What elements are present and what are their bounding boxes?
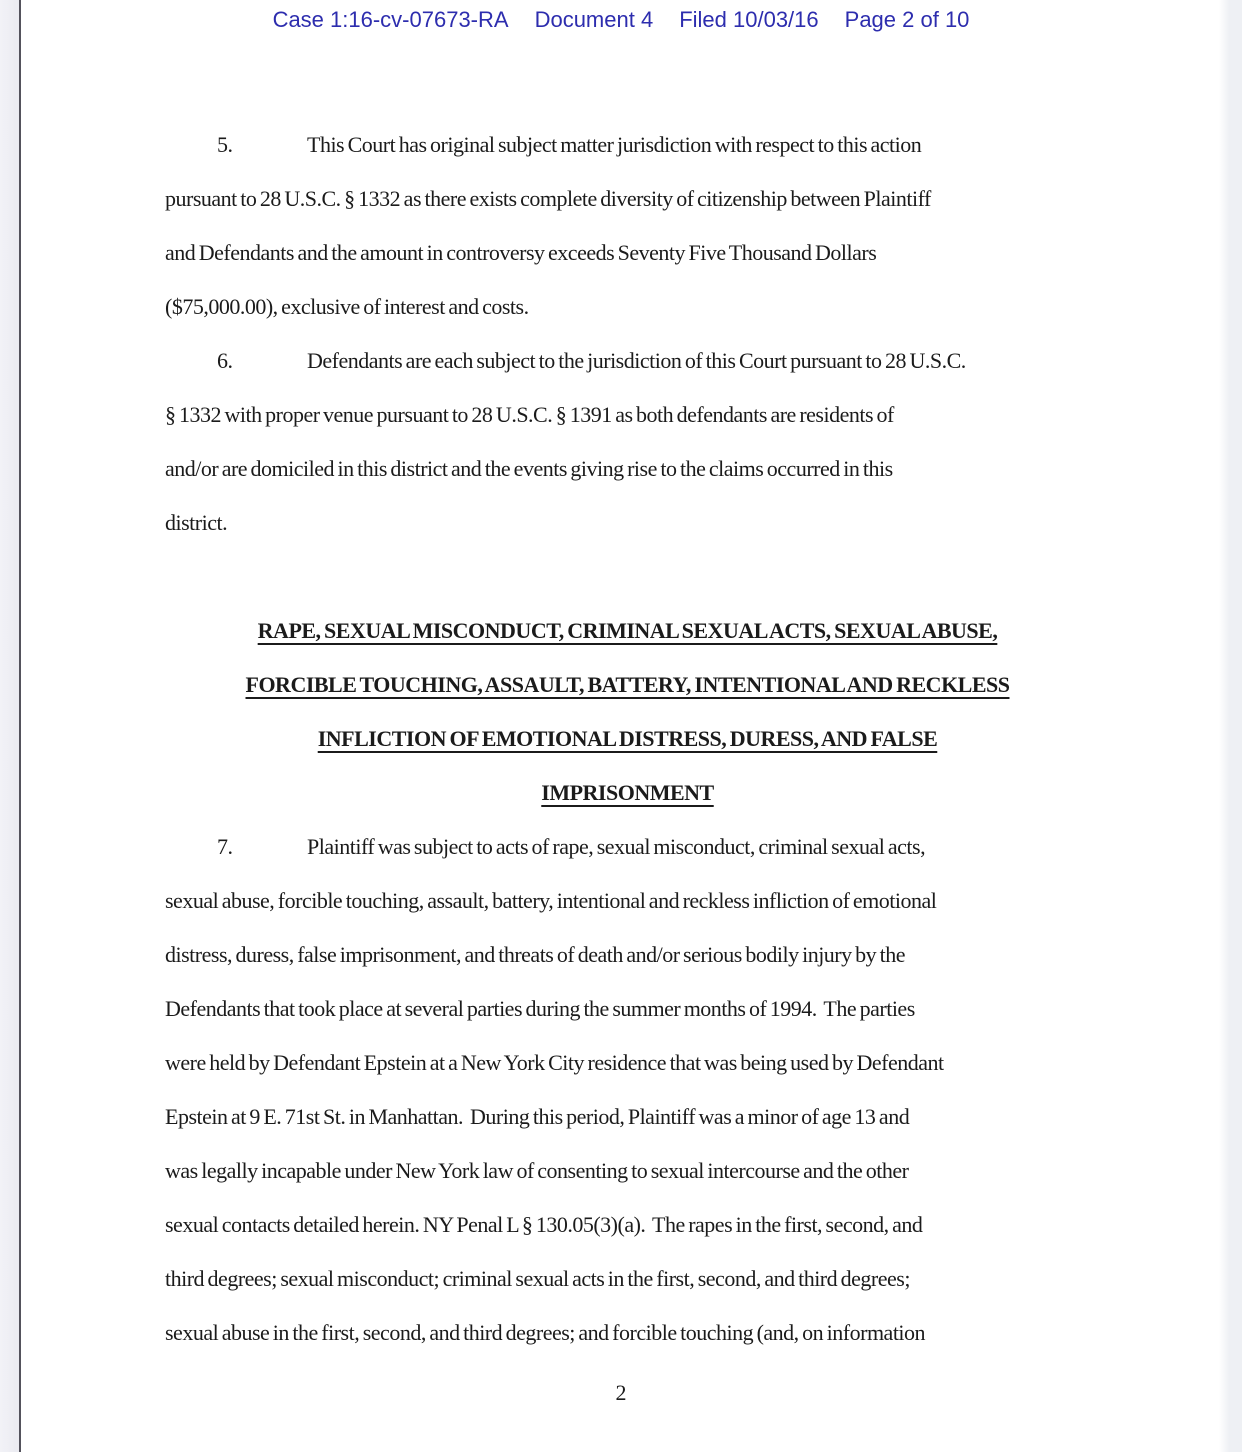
paragraph-line: were held by Defendant Epstein at a New York City residence that was being used by Defendant — [165, 1050, 944, 1075]
heading-line: RAPE, SEXUAL MISCONDUCT, CRIMINAL SEXUAL ACTS, SEXUAL ABUSE, — [257, 618, 998, 643]
paragraph-number: 5. — [217, 132, 233, 157]
paragraph-line: ($75,000.00), exclusive of interest and costs. — [165, 294, 529, 319]
header-segment: Case 1:16-cv-07673-RA — [272, 7, 509, 32]
paragraph-line: sexual abuse, forcible touching, assault, battery, intentional and reckless infliction of emotional — [165, 888, 937, 913]
paragraph-line: sexual abuse in the first, second, and third degrees; and forcible touching (and, on information — [165, 1320, 926, 1345]
paragraph-line: and Defendants and the amount in controversy exceeds Seventy Five Thousand Dollars — [165, 240, 877, 265]
paragraph-line: Epstein at 9 E. 71st St. in Manhattan. During this period, Plaintiff was a minor of age 13 and — [165, 1104, 910, 1129]
paragraph-line: pursuant to 28 U.S.C. § 1332 as there exists complete diversity of citizenship between Plaintiff — [165, 186, 931, 211]
paragraph-text: This Court has original subject matter jurisdiction with respect to this action — [307, 132, 922, 157]
header-segment: Document 4 — [534, 7, 654, 32]
numbered-paragraph — [165, 334, 1090, 550]
heading-line: IMPRISONMENT — [541, 780, 714, 805]
paragraph-line — [165, 334, 1090, 388]
paragraph-line: was legally incapable under New York law of consenting to sexual intercourse and the other — [165, 1158, 909, 1183]
header-segment: Page 2 of 10 — [844, 7, 970, 32]
paragraph-line: § 1332 with proper venue pursuant to 28 U.S.C. § 1391 as both defendants are residents of — [165, 402, 894, 427]
causes-of-action-heading — [165, 604, 1090, 820]
paragraph-line: distress, duress, false imprisonment, and threats of death and/or serious bodily injury by the — [165, 942, 906, 967]
document-body — [165, 118, 1090, 1360]
heading-line: INFLICTION OF EMOTIONAL DISTRESS, DURESS, AND FALSE — [317, 726, 938, 751]
paragraph-text: Defendants are each subject to the jurisdiction of this Court pursuant to 28 U.S.C. — [307, 348, 966, 373]
page-number: 2 — [615, 1380, 627, 1405]
paragraph-line: and/or are domiciled in this district and the events giving rise to the claims occurred in this — [165, 456, 893, 481]
paragraph-line: district. — [165, 510, 228, 535]
paragraph-line: sexual contacts detailed herein. NY Penal L § 130.05(3)(a). The rapes in the first, second, and — [165, 1212, 923, 1237]
paragraph-number: 7. — [217, 834, 233, 859]
paragraph-line — [165, 118, 1090, 172]
paragraph-line — [165, 820, 1090, 874]
numbered-paragraph — [165, 820, 1090, 1360]
paragraph-number: 6. — [217, 348, 233, 373]
paragraph-line: Defendants that took place at several parties during the summer months of 1994. The parties — [165, 996, 915, 1021]
paragraph-line: third degrees; sexual misconduct; criminal sexual acts in the first, second, and third degrees; — [165, 1266, 910, 1291]
paragraph-text: Plaintiff was subject to acts of rape, sexual misconduct, criminal sexual acts, — [307, 834, 926, 859]
case-header — [0, 7, 1242, 33]
page-left-edge — [0, 0, 21, 1452]
heading-line: FORCIBLE TOUCHING, ASSAULT, BATTERY, INTENTIONAL AND RECKLESS — [245, 672, 1010, 697]
numbered-paragraph — [165, 118, 1090, 334]
header-segment: Filed 10/03/16 — [679, 7, 819, 32]
page-right-edge — [1219, 0, 1242, 1452]
